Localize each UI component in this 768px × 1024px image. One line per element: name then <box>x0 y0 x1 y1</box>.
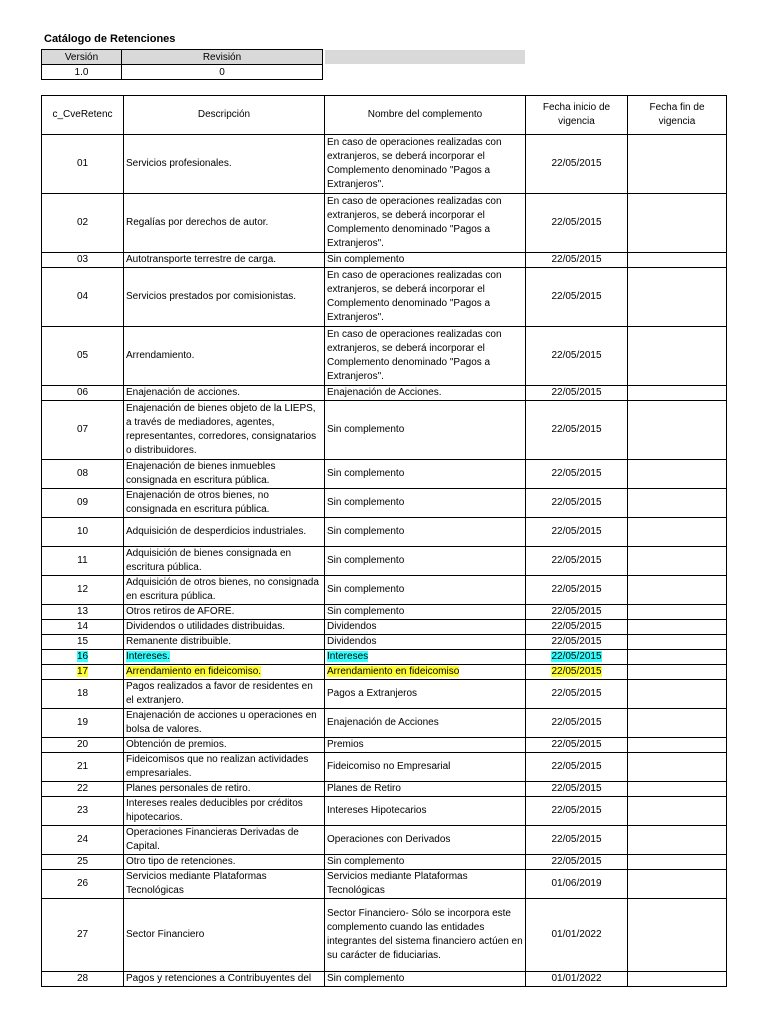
revision-value: 0 <box>122 65 323 80</box>
cell-description: Enajenación de bienes objeto de la LIEPS, a través de mediadores, agentes, representantes, corredores, consignatarios o distribuidores. <box>124 401 325 460</box>
cell-code: 28 <box>42 972 124 987</box>
cell-code: 27 <box>42 899 124 972</box>
table-row <box>42 782 727 797</box>
cell-description: Intereses reales deducibles por créditos hipotecarios. <box>124 797 325 826</box>
cell-end-date <box>628 576 727 605</box>
cell-description: Obtención de premios. <box>124 738 325 753</box>
cell-end-date <box>628 680 727 709</box>
cell-start-date: 22/05/2015 <box>526 327 628 386</box>
cell-description: Fideicomisos que no realizan actividades empresariales. <box>124 753 325 782</box>
cell-start-date: 22/05/2015 <box>526 797 628 826</box>
cell-description: Servicios prestados por comisionistas. <box>124 268 325 327</box>
cell-end-date <box>628 738 727 753</box>
cell-code: 25 <box>42 855 124 870</box>
cell-description: Servicios profesionales. <box>124 135 325 194</box>
table-row <box>42 327 727 386</box>
table-row <box>42 855 727 870</box>
cell-code-text: 17 <box>76 666 89 677</box>
cell-description: Servicios mediante Plataformas Tecnológicas <box>124 870 325 899</box>
cell-complement: Fideicomiso no Empresarial <box>325 753 526 782</box>
cell-end-date <box>628 899 727 972</box>
table-row <box>42 460 727 489</box>
cell-description: Adquisición de bienes consignada en escritura pública. <box>124 547 325 576</box>
cell-code: 09 <box>42 489 124 518</box>
cell-start-date: 22/05/2015 <box>526 547 628 576</box>
cell-description: Enajenación de acciones u operaciones en bolsa de valores. <box>124 709 325 738</box>
table-row <box>42 489 727 518</box>
table-row <box>42 268 727 327</box>
table-row <box>42 135 727 194</box>
cell-end-date <box>628 665 727 680</box>
cell-start-date: 22/05/2015 <box>526 635 628 650</box>
col-header-description: Descripción <box>124 96 325 135</box>
table-row <box>42 576 727 605</box>
cell-complement: Pagos a Extranjeros <box>325 680 526 709</box>
cell-end-date <box>628 855 727 870</box>
cell-complement: Dividendos <box>325 635 526 650</box>
cell-start-date: 22/05/2015 <box>526 605 628 620</box>
cell-complement: Sector Financiero- Sólo se incorpora este complemento cuando las entidades integrantes del sistema financiero actúen en su carácter de fiduciarias. <box>325 899 526 972</box>
table-row <box>42 635 727 650</box>
cell-complement: Sin complemento <box>325 518 526 547</box>
cell-start-date: 01/01/2022 <box>526 972 628 987</box>
cell-end-date <box>628 870 727 899</box>
cell-end-date <box>628 635 727 650</box>
cell-end-date <box>628 460 727 489</box>
cell-complement: En caso de operaciones realizadas con extranjeros, se deberá incorporar el Complemento denominado "Pagos a Extranjeros". <box>325 194 526 253</box>
table-row <box>42 665 727 680</box>
cell-code: 18 <box>42 680 124 709</box>
cell-end-date <box>628 386 727 401</box>
cell-description <box>124 665 325 680</box>
cell-complement: Operaciones con Derivados <box>325 826 526 855</box>
cell-code: 22 <box>42 782 124 797</box>
cell-start-date: 22/05/2015 <box>526 253 628 268</box>
cell-description-text: Arrendamiento en fideicomiso. <box>126 666 262 677</box>
cell-code: 07 <box>42 401 124 460</box>
cell-code: 26 <box>42 870 124 899</box>
table-header-row <box>42 96 727 135</box>
table-row <box>42 709 727 738</box>
table-row <box>42 253 727 268</box>
cell-code: 08 <box>42 460 124 489</box>
table-row <box>42 605 727 620</box>
cell-end-date <box>628 401 727 460</box>
cell-complement <box>325 665 526 680</box>
cell-end-date <box>628 972 727 987</box>
cell-code: 10 <box>42 518 124 547</box>
revision-header: Revisión <box>122 50 323 65</box>
table-row <box>42 972 727 987</box>
cell-complement <box>325 650 526 665</box>
cell-start-date: 01/01/2022 <box>526 899 628 972</box>
table-row <box>42 194 727 253</box>
cell-start-date: 22/05/2015 <box>526 680 628 709</box>
cell-complement: Enajenación de Acciones <box>325 709 526 738</box>
cell-end-date <box>628 620 727 635</box>
cell-start-date: 22/05/2015 <box>526 386 628 401</box>
cell-description <box>124 650 325 665</box>
gray-band <box>325 50 525 64</box>
cell-complement: Sin complemento <box>325 253 526 268</box>
cell-start-date: 22/05/2015 <box>526 135 628 194</box>
cell-complement: En caso de operaciones realizadas con extranjeros, se deberá incorporar el Complemento denominado "Pagos a Extranjeros". <box>325 327 526 386</box>
cell-description: Otros retiros de AFORE. <box>124 605 325 620</box>
cell-start-date: 22/05/2015 <box>526 268 628 327</box>
cell-code: 23 <box>42 797 124 826</box>
cell-end-date <box>628 518 727 547</box>
table-row <box>42 826 727 855</box>
cell-complement: Sin complemento <box>325 972 526 987</box>
cell-description: Enajenación de bienes inmuebles consignada en escritura pública. <box>124 460 325 489</box>
cell-start-date: 22/05/2015 <box>526 576 628 605</box>
cell-end-date <box>628 489 727 518</box>
cell-description: Autotransporte terrestre de carga. <box>124 253 325 268</box>
cell-description: Pagos realizados a favor de residentes en el extranjero. <box>124 680 325 709</box>
cell-code-text: 16 <box>76 651 89 662</box>
table-row <box>42 401 727 460</box>
cell-code: 20 <box>42 738 124 753</box>
cell-end-date <box>628 135 727 194</box>
col-header-complement: Nombre del complemento <box>325 96 526 135</box>
cell-complement: Planes de Retiro <box>325 782 526 797</box>
cell-code: 11 <box>42 547 124 576</box>
cell-start-date: 22/05/2015 <box>526 738 628 753</box>
cell-complement: En caso de operaciones realizadas con extranjeros, se deberá incorporar el Complemento denominado "Pagos a Extranjeros". <box>325 268 526 327</box>
cell-end-date <box>628 709 727 738</box>
cell-start-date: 22/05/2015 <box>526 194 628 253</box>
cell-start-date: 22/05/2015 <box>526 518 628 547</box>
cell-start-date: 22/05/2015 <box>526 709 628 738</box>
cell-code: 21 <box>42 753 124 782</box>
cell-end-date <box>628 797 727 826</box>
cell-description: Dividendos o utilidades distribuidas. <box>124 620 325 635</box>
cell-start-date: 22/05/2015 <box>526 855 628 870</box>
cell-code: 01 <box>42 135 124 194</box>
cell-description: Otro tipo de retenciones. <box>124 855 325 870</box>
table-row <box>42 518 727 547</box>
cell-start-date: 22/05/2015 <box>526 753 628 782</box>
cell-description: Planes personales de retiro. <box>124 782 325 797</box>
cell-code: 06 <box>42 386 124 401</box>
cell-complement: Servicios mediante Plataformas Tecnológicas <box>325 870 526 899</box>
cell-start-date: 22/05/2015 <box>526 489 628 518</box>
cell-code: 13 <box>42 605 124 620</box>
cell-start-date: 22/05/2015 <box>526 620 628 635</box>
cell-end-date <box>628 547 727 576</box>
cell-complement: Sin complemento <box>325 401 526 460</box>
table-row <box>42 680 727 709</box>
cell-end-date <box>628 826 727 855</box>
cell-description: Enajenación de acciones. <box>124 386 325 401</box>
cell-end-date <box>628 327 727 386</box>
table-row <box>42 386 727 401</box>
cell-end-date <box>628 268 727 327</box>
cell-start-date <box>526 665 628 680</box>
table-row <box>42 547 727 576</box>
page-title: Catálogo de Retenciones <box>44 33 176 45</box>
table-row <box>42 870 727 899</box>
table-row <box>42 797 727 826</box>
cell-start-date-text: 22/05/2015 <box>551 666 602 677</box>
cell-end-date <box>628 753 727 782</box>
cell-complement: Dividendos <box>325 620 526 635</box>
table-row <box>42 753 727 782</box>
cell-description-text: Intereses. <box>126 651 170 662</box>
cell-end-date <box>628 782 727 797</box>
cell-code: 04 <box>42 268 124 327</box>
cell-end-date <box>628 194 727 253</box>
cell-description: Sector Financiero <box>124 899 325 972</box>
cell-complement: Sin complemento <box>325 489 526 518</box>
cell-end-date <box>628 605 727 620</box>
col-header-end-date: Fecha fin de vigencia <box>628 96 727 135</box>
cell-complement-text: Arrendamiento en fideicomiso <box>327 666 460 677</box>
cell-start-date: 22/05/2015 <box>526 826 628 855</box>
cell-start-date: 22/05/2015 <box>526 401 628 460</box>
cell-complement: Premios <box>325 738 526 753</box>
cell-description: Adquisición de otros bienes, no consignada en escritura pública. <box>124 576 325 605</box>
cell-complement: Sin complemento <box>325 460 526 489</box>
table-row <box>42 650 727 665</box>
cell-description: Arrendamiento. <box>124 327 325 386</box>
cell-code: 15 <box>42 635 124 650</box>
cell-end-date <box>628 253 727 268</box>
table-row <box>42 738 727 753</box>
cell-description: Adquisición de desperdicios industriales. <box>124 518 325 547</box>
cell-start-date-text: 22/05/2015 <box>551 651 602 662</box>
cell-code: 19 <box>42 709 124 738</box>
cell-code: 14 <box>42 620 124 635</box>
cell-description: Operaciones Financieras Derivadas de Capital. <box>124 826 325 855</box>
cell-start-date <box>526 650 628 665</box>
table-row <box>42 620 727 635</box>
cell-code: 12 <box>42 576 124 605</box>
cell-code: 05 <box>42 327 124 386</box>
cell-code: 02 <box>42 194 124 253</box>
version-header: Versión <box>42 50 122 65</box>
cell-complement: Sin complemento <box>325 547 526 576</box>
cell-complement-text: Intereses <box>327 651 369 662</box>
cell-complement: Sin complemento <box>325 576 526 605</box>
cell-code <box>42 650 124 665</box>
cell-description: Enajenación de otros bienes, no consignada en escritura pública. <box>124 489 325 518</box>
col-header-code: c_CveRetenc <box>42 96 124 135</box>
cell-complement: En caso de operaciones realizadas con extranjeros, se deberá incorporar el Complemento denominado "Pagos a Extranjeros". <box>325 135 526 194</box>
cell-complement: Sin complemento <box>325 605 526 620</box>
cell-description: Regalías por derechos de autor. <box>124 194 325 253</box>
version-value: 1.0 <box>42 65 122 80</box>
table-row <box>42 899 727 972</box>
cell-code: 24 <box>42 826 124 855</box>
cell-complement: Intereses Hipotecarios <box>325 797 526 826</box>
cell-code: 03 <box>42 253 124 268</box>
cell-description: Pagos y retenciones a Contribuyentes del <box>124 972 325 987</box>
version-table <box>41 49 323 80</box>
cell-start-date: 01/06/2019 <box>526 870 628 899</box>
cell-end-date <box>628 650 727 665</box>
cell-complement: Sin complemento <box>325 855 526 870</box>
cell-code <box>42 665 124 680</box>
col-header-start-date: Fecha inicio de vigencia <box>526 96 628 135</box>
cell-start-date: 22/05/2015 <box>526 460 628 489</box>
cell-complement: Enajenación de Acciones. <box>325 386 526 401</box>
cell-description: Remanente distribuible. <box>124 635 325 650</box>
retenciones-table <box>41 95 727 987</box>
cell-start-date: 22/05/2015 <box>526 782 628 797</box>
